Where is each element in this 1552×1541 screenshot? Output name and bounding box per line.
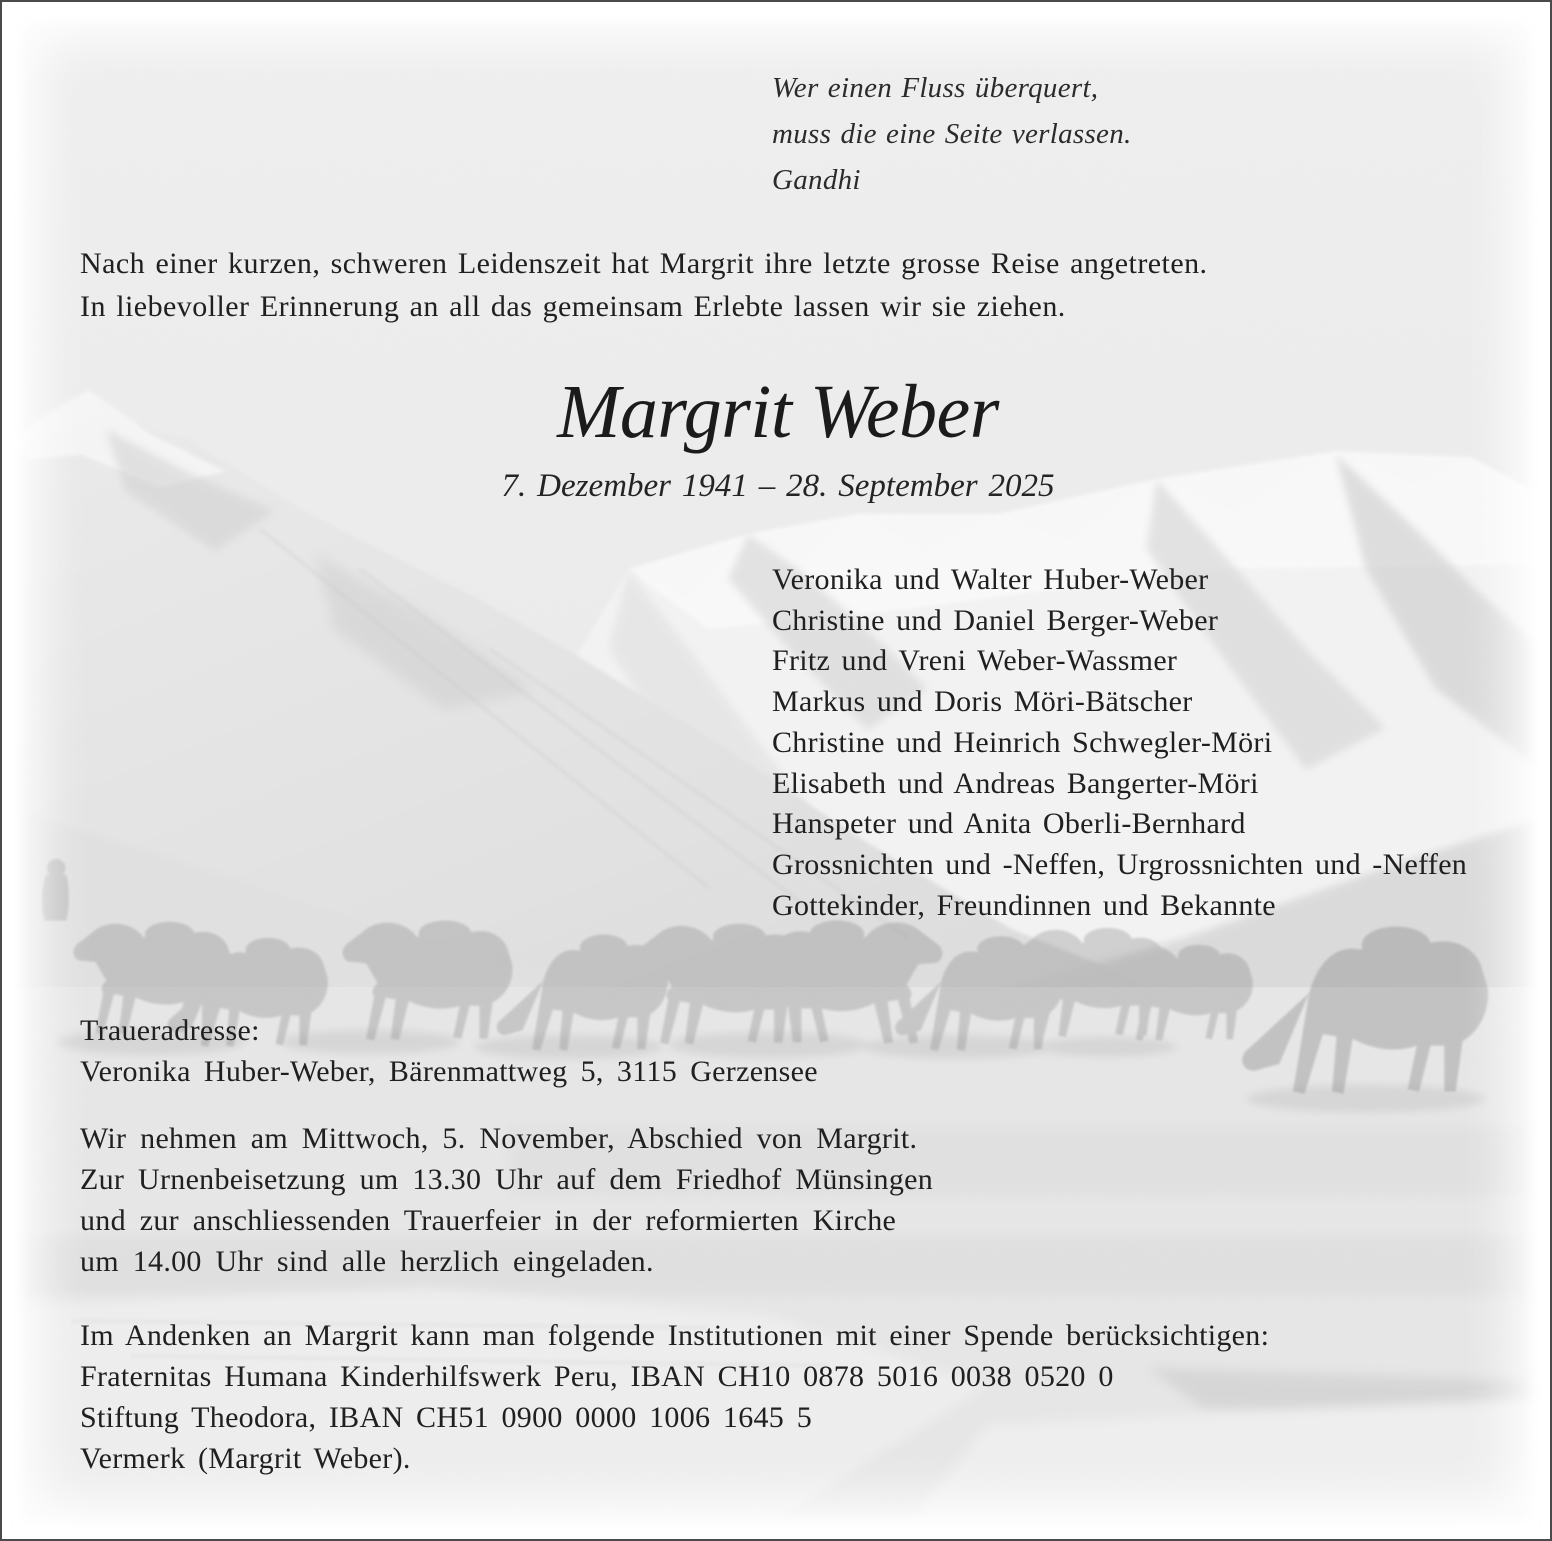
family-member: Grossnichten und -Neffen, Urgrossnichten und -Neffen: [772, 847, 1468, 881]
donation-line: Im Andenken an Margrit kann man folgende Institutionen mit einer Spende berücksichtigen:: [80, 1319, 1270, 1352]
family-member: Elisabeth und Andreas Bangerter-Möri: [772, 766, 1259, 800]
quote-line: Wer einen Fluss überquert,: [772, 72, 1099, 104]
intro-paragraph: [80, 242, 1207, 328]
family-member: Gottekinder, Freundinnen und Bekannte: [772, 888, 1276, 922]
donation-info: [80, 1315, 1269, 1479]
donation-line: Fraternitas Humana Kinderhilfswerk Peru, IBAN CH10 0878 5016 0038 0520 0: [80, 1360, 1114, 1393]
family-member: Christine und Daniel Berger-Weber: [772, 603, 1219, 637]
family-member: Hanspeter und Anita Oberli-Bernhard: [772, 807, 1246, 841]
family-member: Veronika und Walter Huber-Weber: [772, 563, 1209, 596]
deceased-name: Margrit Weber: [557, 370, 999, 454]
intro-line: Nach einer kurzen, schweren Leidenszeit hat Margrit ihre letzte grosse Reise angetreten.: [80, 247, 1208, 280]
quote-block: [772, 65, 1132, 203]
funeral-line: um 14.00 Uhr sind alle herzlich eingeladen.: [80, 1245, 654, 1278]
donation-line: Vermerk (Margrit Weber).: [80, 1442, 411, 1475]
funeral-line: Zur Urnenbeisetzung um 13.30 Uhr auf dem Friedhof Münsingen: [80, 1163, 934, 1196]
quote-line: muss die eine Seite verlassen.: [772, 118, 1132, 150]
family-member: Christine und Heinrich Schwegler-Möri: [772, 725, 1273, 759]
funeral-line: und zur anschliessenden Trauerfeier in der reformierten Kirche: [80, 1204, 897, 1237]
mourning-address-block: [80, 1010, 818, 1092]
mourning-address-label: Traueradresse:: [80, 1014, 260, 1047]
family-member: Fritz und Vreni Weber-Wassmer: [772, 644, 1178, 678]
funeral-line: Wir nehmen am Mittwoch, 5. November, Abschied von Margrit.: [80, 1122, 918, 1155]
family-list: [772, 560, 1467, 926]
donation-line: Stiftung Theodora, IBAN CH51 0900 0000 1006 1645 5: [80, 1401, 812, 1434]
quote-attribution: Gandhi: [772, 164, 861, 196]
funeral-details: [80, 1118, 933, 1282]
family-member: Markus und Doris Möri-Bätscher: [772, 685, 1193, 719]
life-dates: 7. Dezember 1941 – 28. September 2025: [501, 468, 1055, 504]
mourning-address-value: Veronika Huber-Weber, Bärenmattweg 5, 3115 Gerzensee: [80, 1055, 818, 1088]
intro-line: In liebevoller Erinnerung an all das gemeinsam Erlebte lassen wir sie ziehen.: [80, 290, 1066, 323]
